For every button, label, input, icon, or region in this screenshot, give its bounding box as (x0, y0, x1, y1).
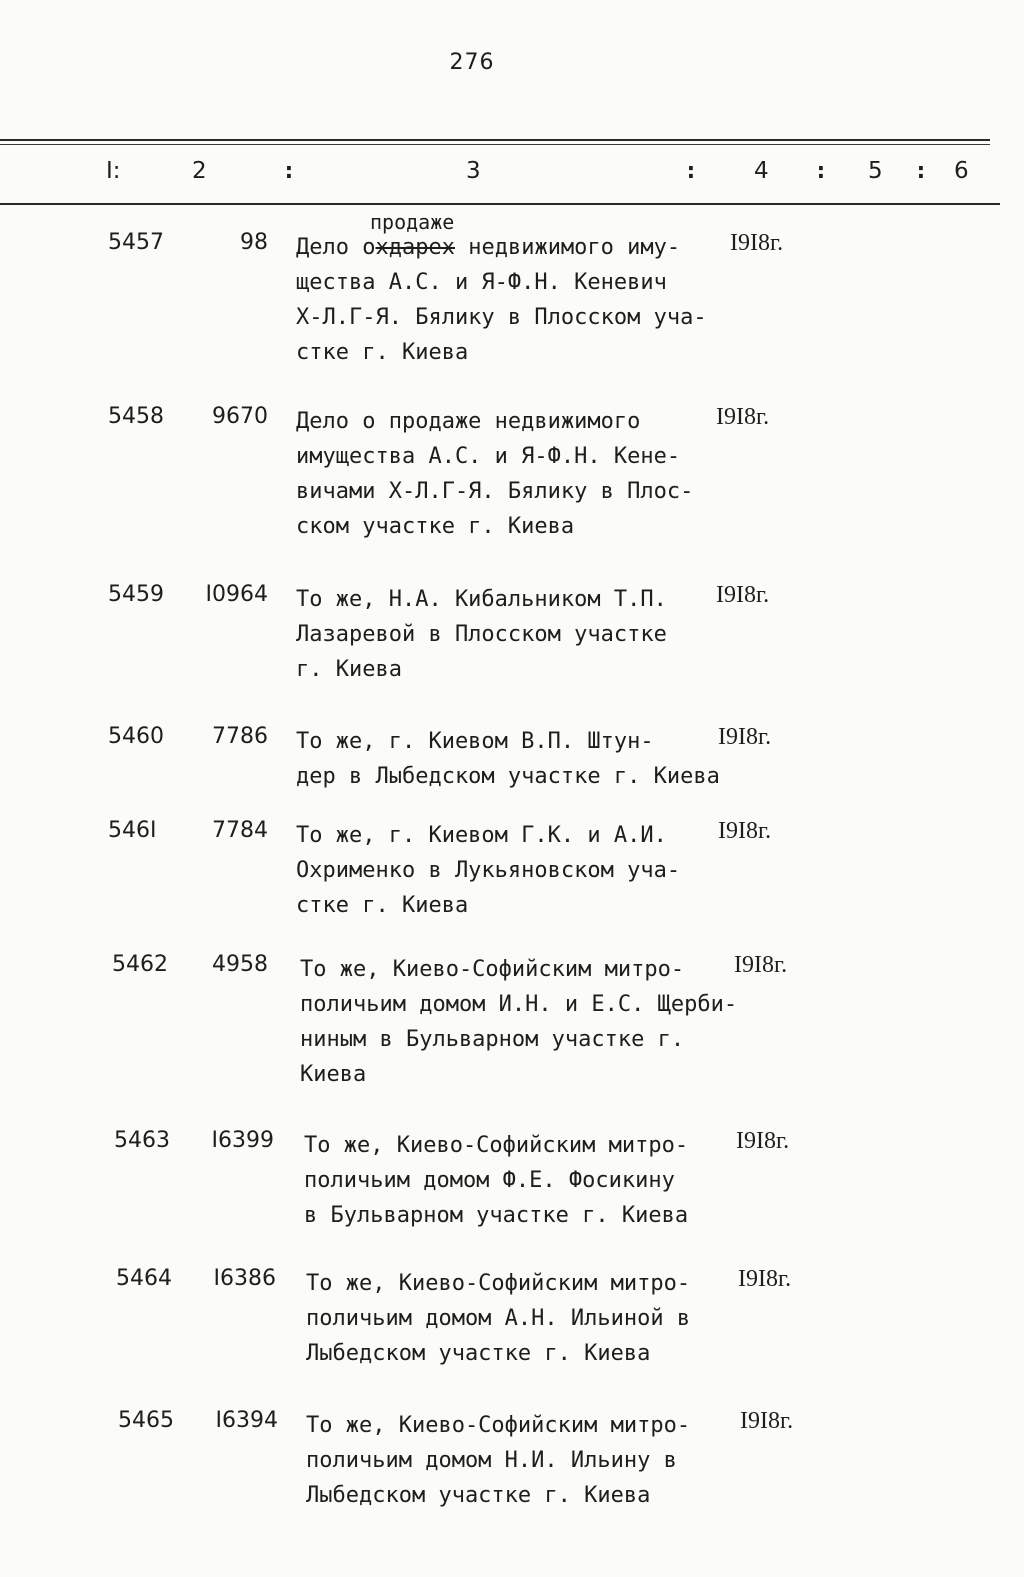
entry-title-line: поличьим домом Ф.Е. Фосикину (304, 1168, 675, 1193)
entry-code: I6386 (213, 1266, 276, 1291)
entry-title-line: щества А.С. и Я-Ф.Н. Кеневич (296, 270, 667, 295)
entry-title-line: Х-Л.Г-Я. Бялику в Плосском уча- (296, 305, 707, 330)
entry-title-line: То же, Киево-Софийским митро- (306, 1271, 691, 1296)
entry-title-line: поличьим домом А.Н. Ильиной в (306, 1306, 691, 1331)
entry-code: 98 (240, 230, 268, 255)
entry-title-line: вичами Х-Л.Г-Я. Бялику в Плос- (296, 479, 694, 504)
entry-title-line: поличьим домом И.Н. и Е.С. Щерби- (300, 992, 738, 1017)
entry-title-fragment: недвижимого иму- (468, 235, 681, 260)
entry-title-line: имущества А.С. и Я-Ф.Н. Кене- (296, 444, 681, 469)
entry-title-line: То же, г. Киевом В.П. Штун- (296, 729, 654, 754)
entry-title-line: Лазаревой в Плосском участке (296, 622, 667, 647)
entry-title-line: ском участке г. Киева (296, 514, 575, 539)
entry-code: I6399 (211, 1128, 274, 1153)
entry-year: I9I8г. (718, 818, 772, 844)
entry-number: 5463 (114, 1128, 170, 1153)
entry-year: I9I8г. (736, 1128, 790, 1154)
entry-title (296, 582, 736, 687)
entry-number: 5457 (108, 230, 164, 255)
entry-code: 9670 (212, 404, 268, 429)
entry-title-line: Киева (300, 1062, 367, 1087)
column-header-1: I: (106, 158, 121, 184)
column-header-5: 5 (868, 158, 883, 184)
entry-title-line: То же, Киево-Софийским митро- (304, 1133, 689, 1158)
entry-number: 5462 (112, 952, 168, 977)
entry-title-line: Лыбедском участке г. Киева (306, 1341, 651, 1366)
entry-number: 5464 (116, 1266, 172, 1291)
entry-title-line: То же, Киево-Софийским митро- (306, 1413, 691, 1438)
entry-title-line: То же, Киево-Софийским митро- (300, 957, 685, 982)
entry-title-line: То же, г. Киевом Г.К. и А.И. (296, 823, 667, 848)
entry-code: 4958 (212, 952, 268, 977)
entry-title (296, 230, 736, 370)
entry-title (306, 1266, 746, 1371)
entry-year: I9I8г. (730, 230, 784, 256)
header-rule-top (0, 139, 990, 141)
entry-code: I6394 (215, 1408, 278, 1433)
entry-title-line: в Бульварном участке г. Киева (304, 1203, 689, 1228)
entry-code: 7786 (212, 724, 268, 749)
struck-word: хдарех (375, 235, 455, 260)
entry-title (306, 1408, 746, 1513)
header-rule-mid (0, 144, 990, 145)
column-header-2: 2 (192, 158, 207, 184)
entry-year: I9I8г. (716, 404, 770, 430)
entry-year: I9I8г. (740, 1408, 794, 1434)
entry-title-line: стке г. Киева (296, 340, 469, 365)
entry-title-line: г. Киева (296, 657, 402, 682)
entry-year: I9I8г. (738, 1266, 792, 1292)
entry-title (296, 818, 736, 923)
entry-title (300, 952, 740, 1092)
entry-year: I9I8г. (716, 582, 770, 608)
entry-title-line: поличьим домом Н.И. Ильину в (306, 1448, 677, 1473)
entry-title-line: Охрименко в Лукьяновском уча- (296, 858, 681, 883)
entry-title (304, 1128, 744, 1233)
entry-number: 5465 (118, 1408, 174, 1433)
column-separator-3: : (814, 158, 828, 184)
entry-title-line: ниным в Бульварном участке г. (300, 1027, 685, 1052)
entry-title-line: дер в Лыбедском участке г. Киева (296, 764, 720, 789)
entry-code: I0964 (205, 582, 268, 607)
entry-title-fragment: Дело о (296, 235, 376, 260)
entry-year: I9I8г. (734, 952, 788, 978)
entry-title-line: Дело о продаже недвижимого (296, 409, 641, 434)
entry-number: 5460 (108, 724, 164, 749)
column-header-4: 4 (754, 158, 769, 184)
column-separator-2: : (684, 158, 698, 184)
entry-number: 5459 (108, 582, 164, 607)
entry-year: I9I8г. (718, 724, 772, 750)
column-header-6: 6 (954, 158, 969, 184)
entry-title (296, 404, 736, 544)
entry-code: 7784 (212, 818, 268, 843)
entry-number: 546I (108, 818, 157, 843)
column-header-3: 3 (466, 158, 481, 184)
column-separator-4: : (914, 158, 928, 184)
header-rule-bottom (0, 203, 1000, 205)
entry-title (296, 724, 736, 794)
entry-title-line: стке г. Киева (296, 893, 469, 918)
entry-number: 5458 (108, 404, 164, 429)
entry-title-line: То же, Н.А. Кибальником Т.П. (296, 587, 667, 612)
page-number: 276 (449, 50, 495, 75)
entry-title-line: Лыбедском участке г. Киева (306, 1483, 651, 1508)
handwritten-insertion: продаже (370, 210, 455, 234)
entry-title-line (296, 230, 736, 265)
column-separator-1: : (282, 158, 296, 184)
